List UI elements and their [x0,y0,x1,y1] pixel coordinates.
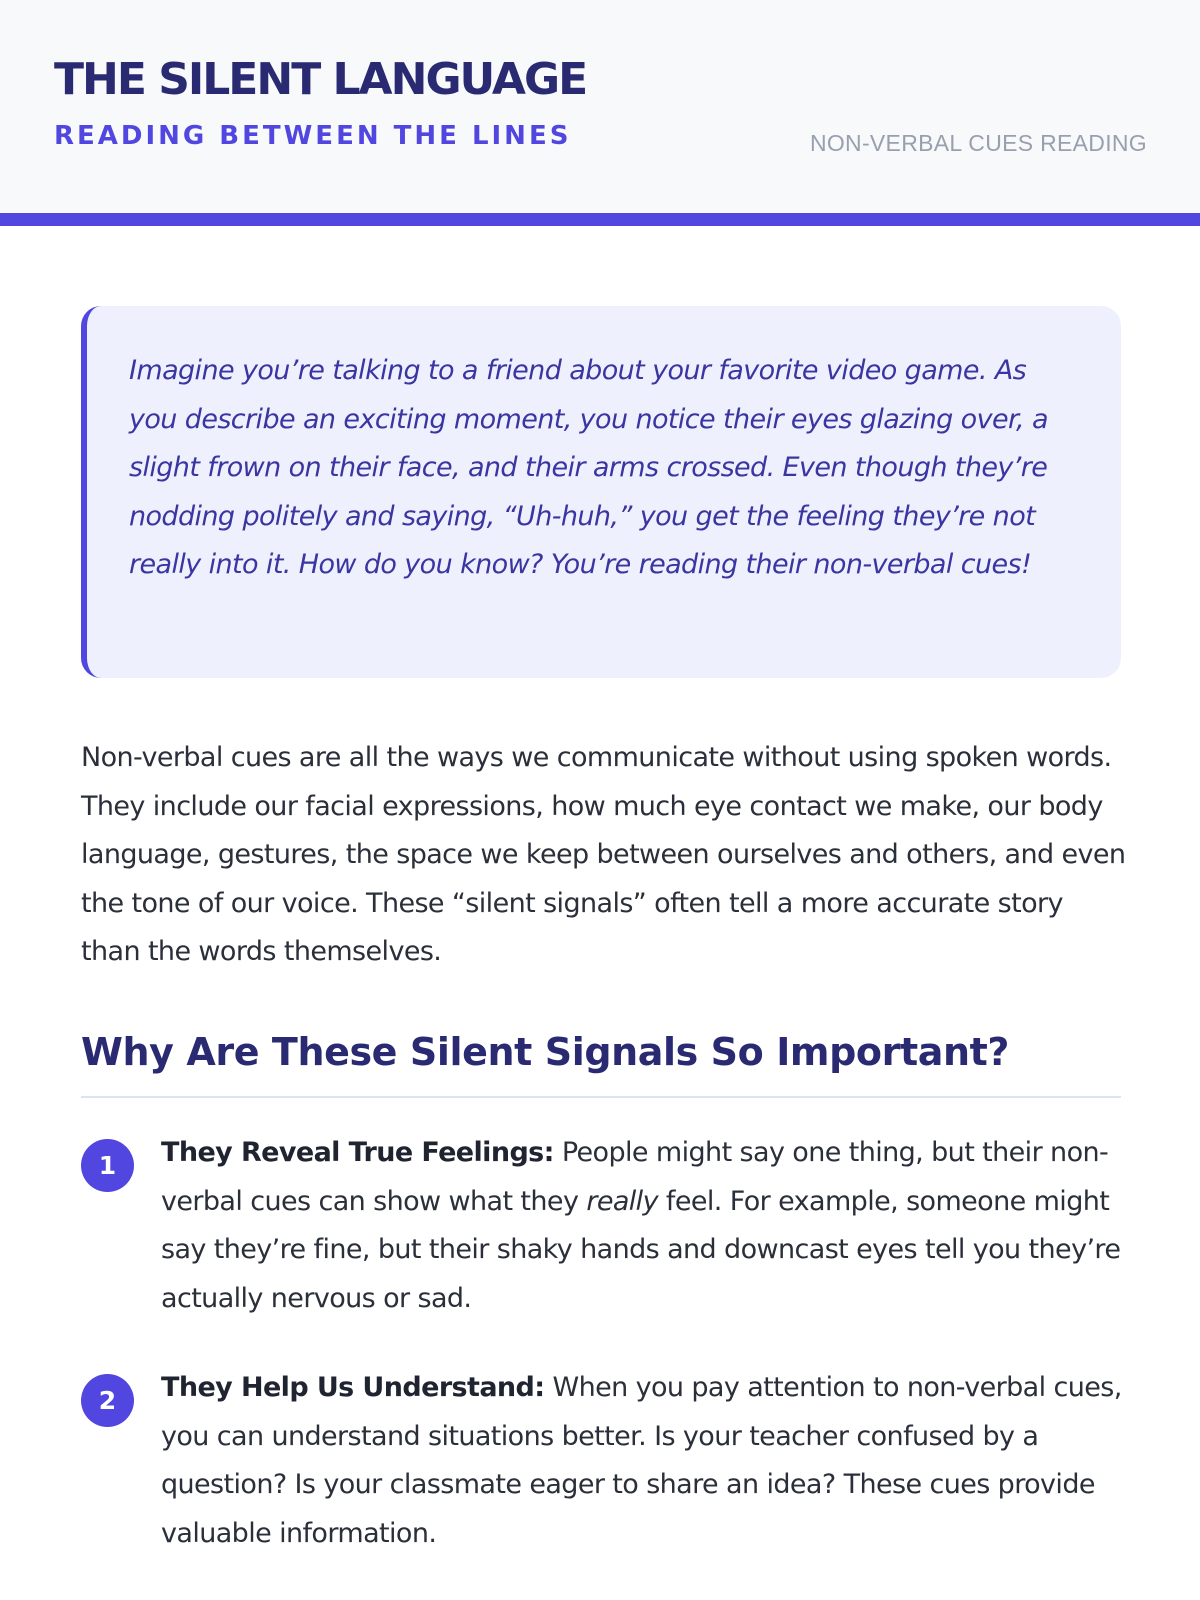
list-item-title: They Help Us Understand: [161,1372,545,1403]
intro-callout [81,306,1121,678]
list-item-body-end: feel. For example, someone might say they’re fine, but their shaky hands and downcast eyes tell you they’re actually nervous or sad. [161,1185,1121,1314]
list-item [81,1364,1141,1558]
list-item-body: When you pay attention to non-verbal cues, you can understand situations better. Is your teacher confused by a question? Is your classmate eager to share an idea? These cues provide valuable information. [161,1372,1122,1549]
list-number-badge: 2 [81,1374,134,1427]
page-header [0,0,1200,226]
list-item-title: They Reveal True Feelings: [161,1137,554,1168]
callout-text: Imagine you’re talking to a friend about your favorite video game. As you describe an exciting moment, you notice their eyes glazing over, a slight frown on their face, and their arms crossed. Even though they’re nodding politely and saying, “Uh-huh,” you get the feeling they’re not really into it. How do you know? You’re reading their non-verbal cues! [129,355,1048,581]
intro-paragraph: Non-verbal cues are all the ways we communicate without using spoken words. They include our facial expressions, how much eye contact we make, our body language, gestures, the space we keep between ourselves and others, and even the tone of our voice. These “silent signals” often tell a more accurate story than the words themselves. [81,742,1126,968]
section-heading: Why Are These Silent Signals So Important? [81,1030,1010,1074]
list-item-body: People might say one thing, but their non-verbal cues can show what they [161,1137,1109,1217]
section-divider [81,1096,1121,1098]
list-number-badge: 1 [81,1139,134,1192]
list-item [81,1129,1141,1323]
page-title: THE SILENT LANGUAGE [54,54,587,105]
list-item-emphasis: really [586,1185,658,1217]
topic-tag: NON-VERBAL CUES READING [809,130,1147,156]
list-item-text [161,1364,1141,1558]
list-item-text [161,1129,1141,1323]
page-subtitle: READING BETWEEN THE LINES [54,121,572,151]
